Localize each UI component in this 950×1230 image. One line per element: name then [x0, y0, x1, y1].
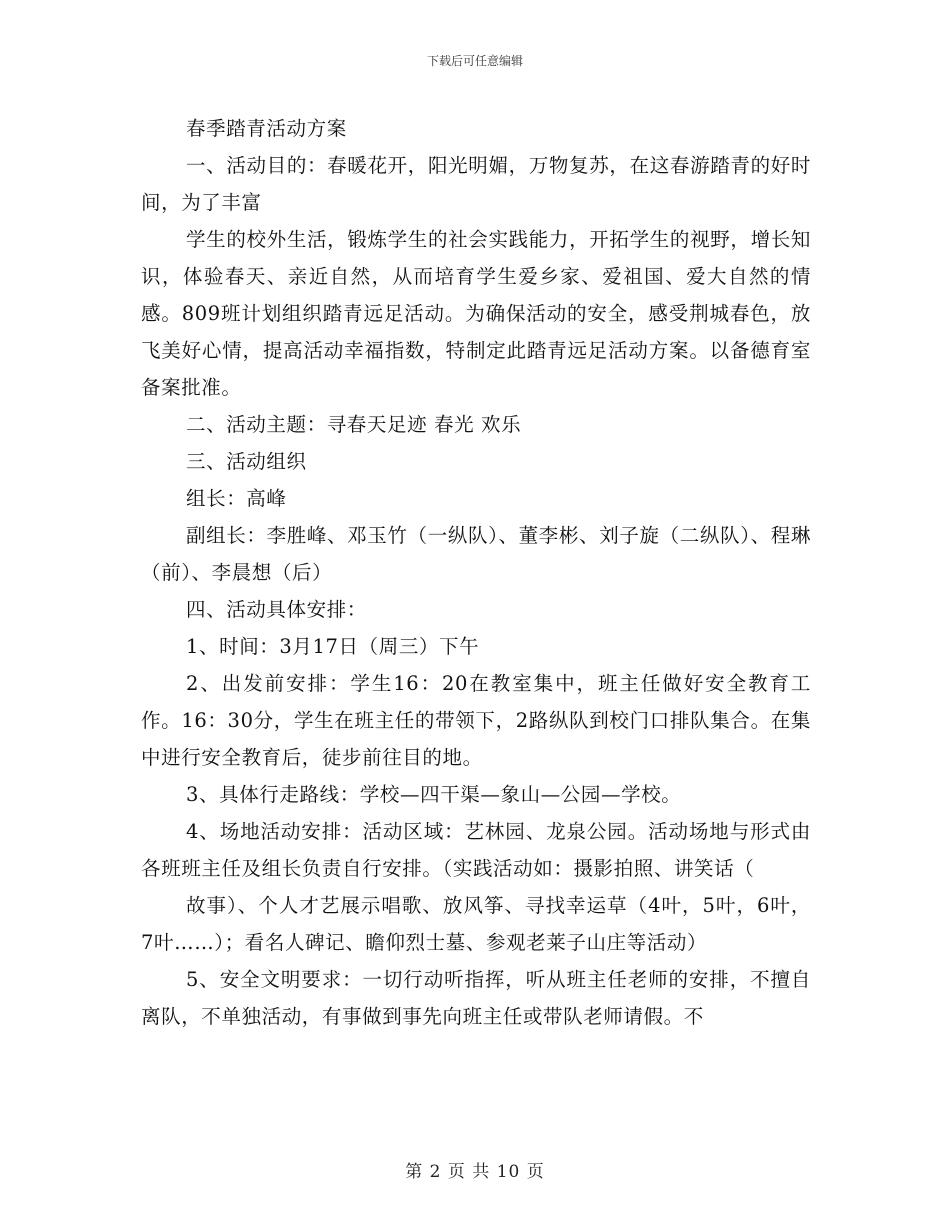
paragraph-purpose-continued: 学生的校外生活，锻炼学生的社会实践能力，开拓学生的视野，增长知识，体验春天、亲近自然，从而培育学生爱乡家、爱祖国、爱大自然的情感。809班计划组织踏青远足活动。为确保活动的安全，感受荆城春色，放飞美好心情，提高活动幸福指数，特制定此踏青远足活动方案。以备德育室备案批准。 — [141, 228, 811, 399]
paragraph-purpose: 一、活动目的：春暖花开，阳光明媚，万物复苏，在这春游踏青的好时间，为了丰富 — [141, 154, 811, 214]
document-body — [141, 110, 811, 1035]
paragraph-theme: 二、活动主题：寻春天足迹 春光 欢乐 — [186, 413, 522, 436]
paragraph-venue: 4、场地活动安排：活动区域：艺林园、龙泉公园。活动场地与形式由各班班主任及组长负责自行安排。（实践活动如：摄影拍照、讲笑话（ — [141, 820, 811, 880]
paragraph-organization-heading: 三、活动组织 — [186, 450, 307, 473]
paragraph-time: 1、时间：3月17日（周三）下午 — [186, 635, 480, 658]
paragraph-deputy-leaders: 副组长：李胜峰、邓玉竹（一纵队）、董李彬、刘子旋（二纵队）、程琳（前）、李晨想（后） — [141, 524, 811, 584]
paragraph-departure: 2、出发前安排：学生16：20在教室集中，班主任做好安全教育工作。16：30分，学生在班主任的带领下，2路纵队到校门口排队集合。在集中进行安全教育后，徒步前往目的地。 — [141, 672, 811, 769]
paragraph-leader: 组长：高峰 — [186, 487, 287, 510]
paragraph-route: 3、具体行走路线：学校—四干渠—象山—公园—学校。 — [186, 783, 682, 806]
paragraph-venue-continued: 故事）、个人才艺展示唱歌、放风筝、寻找幸运草（4叶，5叶，6叶，7叶……）；看名人碑记、瞻仰烈士墓、参观老莱子山庄等活动） — [141, 894, 811, 954]
page-number: 第 2 页 共 10 页 — [405, 1162, 545, 1182]
paragraph-arrangement-heading: 四、活动具体安排： — [186, 598, 367, 621]
document-title: 春季踏青活动方案 — [186, 117, 347, 140]
page-header: 下载后可任意编辑 — [426, 54, 523, 68]
paragraph-safety: 5、安全文明要求：一切行动听指挥，听从班主任老师的安排，不擅自离队，不单独活动，有事做到事先向班主任或带队老师请假。不 — [141, 968, 811, 1028]
